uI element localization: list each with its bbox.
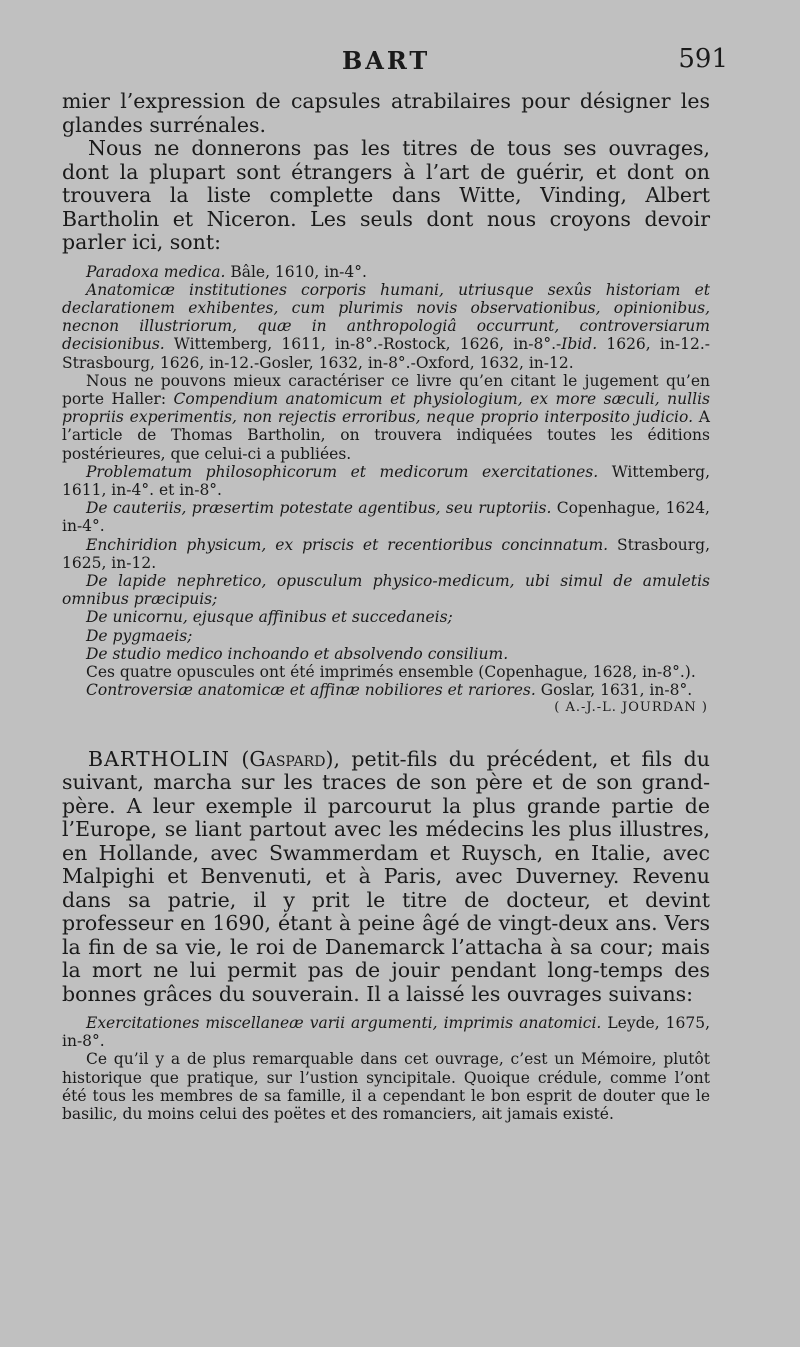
work-title: De studio medico inchoando et absolvendo consilium. <box>86 644 509 663</box>
work-entry <box>62 681 710 699</box>
work-imprint: Wittemberg, 1611, in-8°.-Rostock, 1626, in-8°.- <box>164 335 562 354</box>
work-title: Controversiæ anatomicæ et affinæ nobiliores et rariores. <box>86 681 536 700</box>
work-imprint: 1626, in-12.-Strasbourg, 1626, in-12.-Gosler, 1632, in-8°.-Oxford, 1632, in-12. <box>62 335 710 372</box>
work-title: Paradoxa medica. <box>86 262 226 281</box>
work-imprint: Wittemberg, 1611, in-4°. et in-8°. <box>62 462 710 499</box>
work-entry <box>62 1014 710 1050</box>
article-headword: BARTHOLIN <box>88 746 230 771</box>
work-imprint: Bâle, 1610, in-4°. <box>225 262 367 281</box>
work-entry <box>62 608 710 626</box>
work-entry <box>62 572 710 608</box>
work-title: Enchiridion physicum, ex priscis et recentioribus concinnatum. <box>86 535 609 554</box>
note-opuscules: Ces quatre opuscules ont été imprimés ensemble (Copenhague, 1628, in-8°.). <box>86 662 696 681</box>
work-imprint: Leyde, 1675, in-8°. <box>62 1014 710 1051</box>
signature-line <box>62 699 710 717</box>
haller-judgement: Nous ne pouvons mieux caractériser ce livre qu’en citant le jugement qu’en porte Haller: Compendium anatomicum et physiologium, ex more sæculi, nullis propriis experimentis, non rejectis erroribus, neque proprio interposito judicio. A l’article de Thomas Bartholin, on trouvera indiquées toutes les éditions postérieures, que celui-ci a publiées. <box>62 371 710 463</box>
work-title: De unicornu, ejusque affinibus et succedaneis; <box>86 608 453 627</box>
page-number: 591 <box>678 44 728 74</box>
work-title: De pygmaeis; <box>86 626 193 645</box>
work-entry <box>62 627 710 645</box>
work-title: Problematum philosophicorum et medicorum exercitationes. <box>86 462 599 481</box>
article-bartholin-gaspard <box>62 748 710 1007</box>
work-entry <box>62 463 710 499</box>
article-given-name: (Gaspard) <box>241 746 334 771</box>
article-text: , petit-fils du précédent, et fils du suivant, marcha sur les traces de son père et de son grand-père. A leur exemple il parcourut la plus grande partie de l’Europe, se liant partout avec les médecins les plus illustres, en Hollande, avec Swammerdam et Ruysch, en Italie, avec Malpighi et Benvenuti, et à Paris, avec Duverney. Revenu dans sa patrie, il y prit le titre de docteur, et devint professeur en 1690, étant à peine âgé de vingt-deux ans. Vers la fin de sa vie, le roi de Danemarck l’attacha à sa cour; mais la mort ne lui permit pas de jouir pendant long-temps des bonnes grâces du souverain. Il a laissé les ouvrages suivans: <box>62 746 710 1006</box>
running-head: BART <box>342 46 431 75</box>
work-entry <box>62 281 710 372</box>
ibid: Ibid. <box>561 335 598 354</box>
note-memoire: Ce qu’il y a de plus remarquable dans cet ouvrage, c’est un Mémoire, plutôt historique que pratique, sur l’ustion syncipitale. Quoique crédule, comme l’ont été tous les membres de sa famille, il a cependant le bon esprit de douter que le basilic, du moins celui des poëtes et des romanciers, ait jamais existé. <box>62 1050 710 1124</box>
work-title: De cauteriis, præsertim potestate agentibus, seu ruptoriis. <box>86 499 552 518</box>
work-title: De lapide nephretico, opusculum physico-medicum, ubi simul de amuletis omnibus præcipuis; <box>62 571 710 609</box>
work-entry <box>62 645 710 663</box>
work-entry <box>62 536 710 572</box>
author-signature: ( A.-J.-L. JOURDAN ) <box>554 700 708 716</box>
work-imprint: Strasbourg, 1625, in-12. <box>62 535 710 572</box>
work-title: Exercitationes miscellaneæ varii argumenti, imprimis anatomici. <box>86 1014 602 1033</box>
work-entry <box>62 499 710 535</box>
haller-quote: Compendium anatomicum et physiologium, ex more sæculi, nullis propriis experimentis, non rejectis erroribus, neque proprio interposito judicio. <box>62 389 710 427</box>
work-imprint: Goslar, 1631, in-8°. <box>535 681 693 700</box>
work-title: Anatomicæ institutiones corporis humani, utriusque sexûs historiam et declarationem exhibentes, cum plurimis novis observationibus, opinionibus, necnon illustriorum, quæ in anthropologiâ occurrunt, controversiarum decisionibus. <box>62 280 710 354</box>
page-header <box>62 44 728 90</box>
paragraph-works-intro: Nous ne donnerons pas les titres de tous ses ouvrages, dont la plupart sont étrangers à l’art de guérir, et dont on trouvera la liste complette dans Witte, Vinding, Albert Bartholin et Niceron. Les seuls dont nous croyons devoir parler ici, sont: <box>62 136 710 254</box>
work-imprint: Copenhague, 1624, in-4°. <box>62 499 710 536</box>
work-entry <box>62 263 710 281</box>
paragraph-continuation: mier l’expression de capsules atrabilaires pour désigner les glandes surrénales. <box>62 89 710 137</box>
